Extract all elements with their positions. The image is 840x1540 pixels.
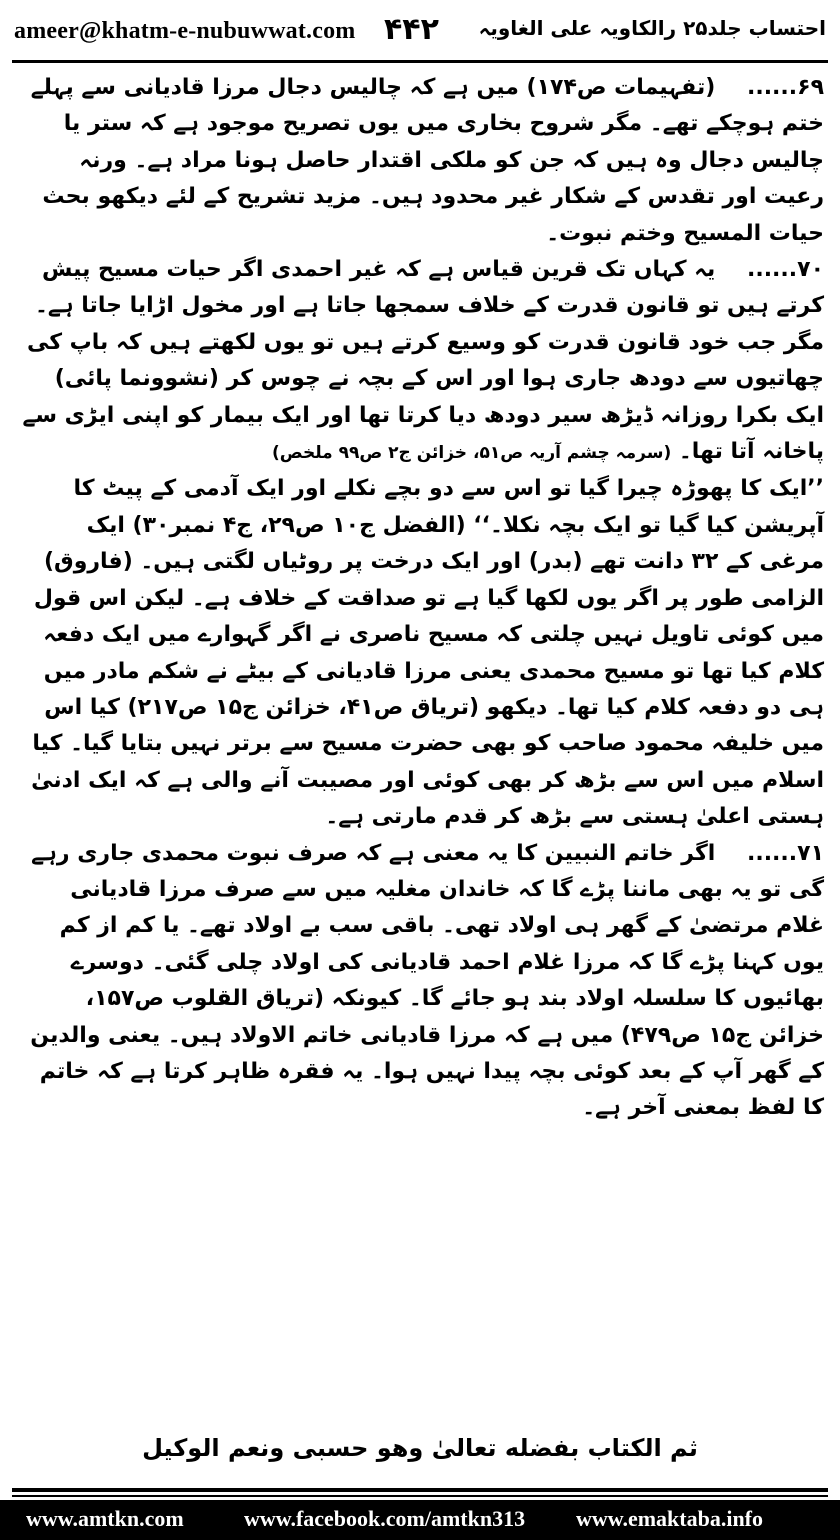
book-title: احتساب جلد۲۵ رالکاویہ علی الغاویہ bbox=[478, 16, 826, 40]
header-email: ameer@khatm-e-nubuwwat.com bbox=[14, 18, 356, 44]
paragraph-70 bbox=[18, 252, 824, 471]
closing-line: ثم الكتاب بفضله تعالىٰ وهو حسبى ونعم الوكيل bbox=[142, 1434, 698, 1462]
paragraph-text: میں ہے کہ چالیس دجال مرزا قادیانی سے پہلے ختم ہوچکے تھے۔ مگر شروح بخاری میں یوں تصریح موجود ہے کہ ستر یا چالیس دجال وہ ہیں کہ جن کو ملکی اقتدار حاصل ہونا مراد ہے۔ ورنہ رعیت اور تقدس کے شکار غیر محدود ہیں۔ مزید تشریح کے لئے دیکھو بحث حیات المسیح وختم نبوت۔ bbox=[30, 75, 824, 246]
paragraph-number: ۷۱...... bbox=[746, 840, 824, 866]
reference: (تفہیمات ص۱۷۴) bbox=[526, 75, 716, 100]
footer-link-amtkn[interactable]: www.amtkn.com bbox=[26, 1506, 184, 1531]
paragraph-text: اگر خاتم النبیین کا یہ معنی ہے کہ صرف نبوت محمدی جاری رہے گی تو یہ بھی ماننا پڑے گا کہ خاندان مغلیہ میں سے صرف مرزا قادیانی غلام مرتضیٰ کے گھر ہی اولاد تھی۔ باقی سب بے اولاد تھے۔ یا کم از کم یوں کہنا پڑے گا کہ مرزا غلام احمد قادیانی کی اولاد چلی گئی۔ دوسرے بھائیوں کا سلسلہ اولاد بند ہو جائے گا۔ کیونکہ (تریاق القلوب ص۱۵۷، خزائن ج۱۵ ص۴۷۹) میں ہے کہ مرزا قادیانی خاتم الاولاد ہیں۔ یعنی والدین کے گھر آپ کے بعد کوئی بچہ پیدا نہیں ہوا۔ یہ فقرہ ظاہر کرتا ہے کہ خاتم کا لفظ بمعنی آخر ہے۔ bbox=[30, 840, 824, 1121]
footer-link-emaktaba[interactable]: www.emaktaba.info bbox=[576, 1506, 764, 1531]
paragraph-69 bbox=[18, 70, 824, 252]
page-number: ۴۴۲ bbox=[384, 12, 439, 47]
header-rule bbox=[12, 60, 828, 63]
footer-link-facebook[interactable]: www.facebook.com/amtkn313 bbox=[244, 1506, 526, 1531]
paragraph-71 bbox=[18, 836, 824, 1127]
page-header bbox=[0, 0, 840, 66]
paragraph-number: ۶۹...... bbox=[746, 75, 824, 100]
paragraph-text: یہ کہاں تک قرین قیاس ہے کہ غیر احمدی اگر حیات مسیح پیش کرتے ہیں تو قانون قدرت کے خلاف سمجھا جاتا ہے اور مخول اڑایا جاتا ہے۔ مگر جب خود قانون قدرت کو وسیع کرتے ہیں تو یوں لکھتے ہیں کہ باپ کی چھاتیوں سے دودھ جاری ہوا اور اس کے بچہ نے چوس کر (نشوونما پائی) ایک بکرا روزانہ ڈیڑھ سیر دودھ دیا کرتا تھا اور ایک بیمار کو اپنی ایڑی سے پاخانہ آتا تھا۔ bbox=[22, 257, 824, 465]
page-body bbox=[18, 70, 824, 1127]
paragraph-text: ’’ایک کا پھوڑہ چیرا گیا تو اس سے دو بچے نکلے اور ایک آدمی کے پیٹ کا آپریشن کیا گیا تو ایک بچہ نکلا۔‘‘ (الفضل ج۱۰ ص۲۹، ج۴ نمبر۳۰) ایک مرغی کے ۳۲ دانت تھے (بدر) اور ایک درخت پر روٹیاں لگتی ہیں۔ (فاروق) الزامی طور پر اگر یوں لکھا گیا ہے تو صداقت کے خلاف ہے۔ لیکن اس قول میں کوئی تاویل نہیں چلتی کہ مسیح ناصری نے اگر گہوارے میں ایک دفعہ کلام کیا تھا تو مسیح محمدی یعنی مرزا قادیانی کے بیٹے نے شکم مادر میں ہی دو دفعہ کلام کیا تھا۔ دیکھو (تریاق ص۴۱، خزائن ج۱۵ ص۲۱۷) کیا اس میں خلیفہ محمود صاحب کو بھی حضرت مسیح سے برتر نہیں بتایا گیا۔ کیا اسلام میں اس سے بڑھ کر بھی کوئی اور مصیبت آنے والی ہے کہ ایک ادنیٰ ہستی اعلیٰ ہستی سے بڑھ کر قدم مارتی ہے۔ bbox=[31, 476, 824, 830]
reference: (سرمہ چشم آریہ ص۵۱، خزائن ج۲ ص۹۹ ملخص) bbox=[271, 443, 672, 464]
paragraph-number: ۷۰...... bbox=[746, 257, 824, 283]
footer-bar bbox=[0, 1500, 840, 1540]
footer-rule-thin bbox=[12, 1495, 828, 1497]
paragraph-quote bbox=[18, 471, 824, 835]
footer-rule bbox=[12, 1488, 828, 1492]
